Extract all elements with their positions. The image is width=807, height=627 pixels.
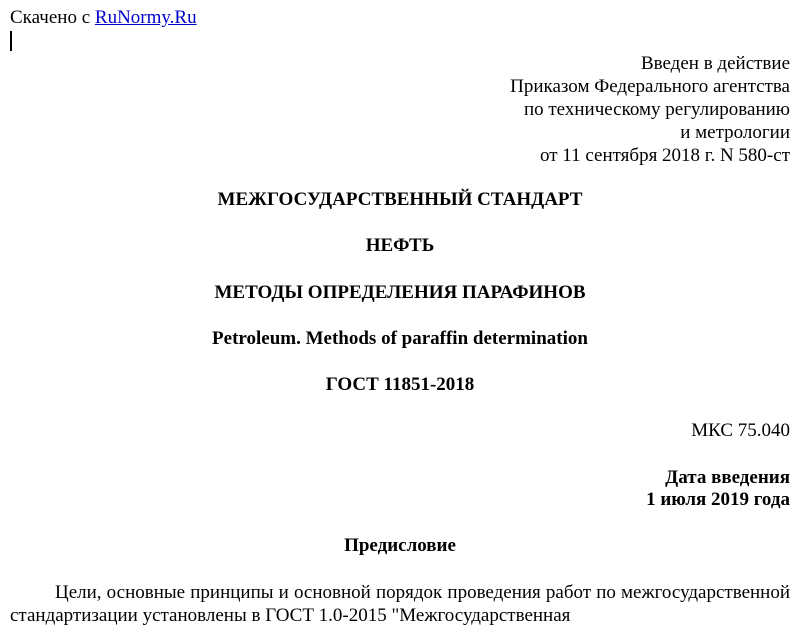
introduction-date-label: Дата введения — [665, 467, 790, 488]
document-title: МЕТОДЫ ОПРЕДЕЛЕНИЯ ПАРАФИНОВ — [214, 282, 586, 303]
introduction-date-value: 1 июля 2019 года — [646, 489, 790, 510]
subject-heading: НЕФТЬ — [365, 235, 435, 256]
enactment-line: Приказом Федерального агентства — [510, 76, 790, 97]
enactment-line: по техническому регулированию — [523, 99, 790, 120]
standard-code: ГОСТ 11851-2018 — [325, 374, 475, 395]
source-line — [10, 7, 197, 29]
standard-type-heading: МЕЖГОСУДАРСТВЕННЫЙ СТАНДАРТ — [217, 189, 583, 210]
enactment-block — [510, 52, 790, 167]
preface-heading: Предисловие — [344, 535, 456, 556]
preface-paragraph: Цели, основные принципы и основной порядок проведения работ по межгосударственной стандартизации установлены в ГОСТ 1.0-2015 "Межгосударственная — [10, 582, 790, 626]
enactment-line: от 11 сентября 2018 г. N 580-ст — [540, 145, 790, 166]
source-prefix: Скачено с — [10, 7, 95, 28]
classification-code: МКС 75.040 — [691, 420, 790, 441]
enactment-line: Введен в действие — [640, 53, 790, 74]
document-title-en: Petroleum. Methods of paraffin determination — [212, 328, 588, 349]
enactment-line: и метрологии — [680, 122, 790, 143]
source-link[interactable]: RuNormy.Ru — [94, 7, 197, 28]
text-cursor — [10, 31, 12, 51]
